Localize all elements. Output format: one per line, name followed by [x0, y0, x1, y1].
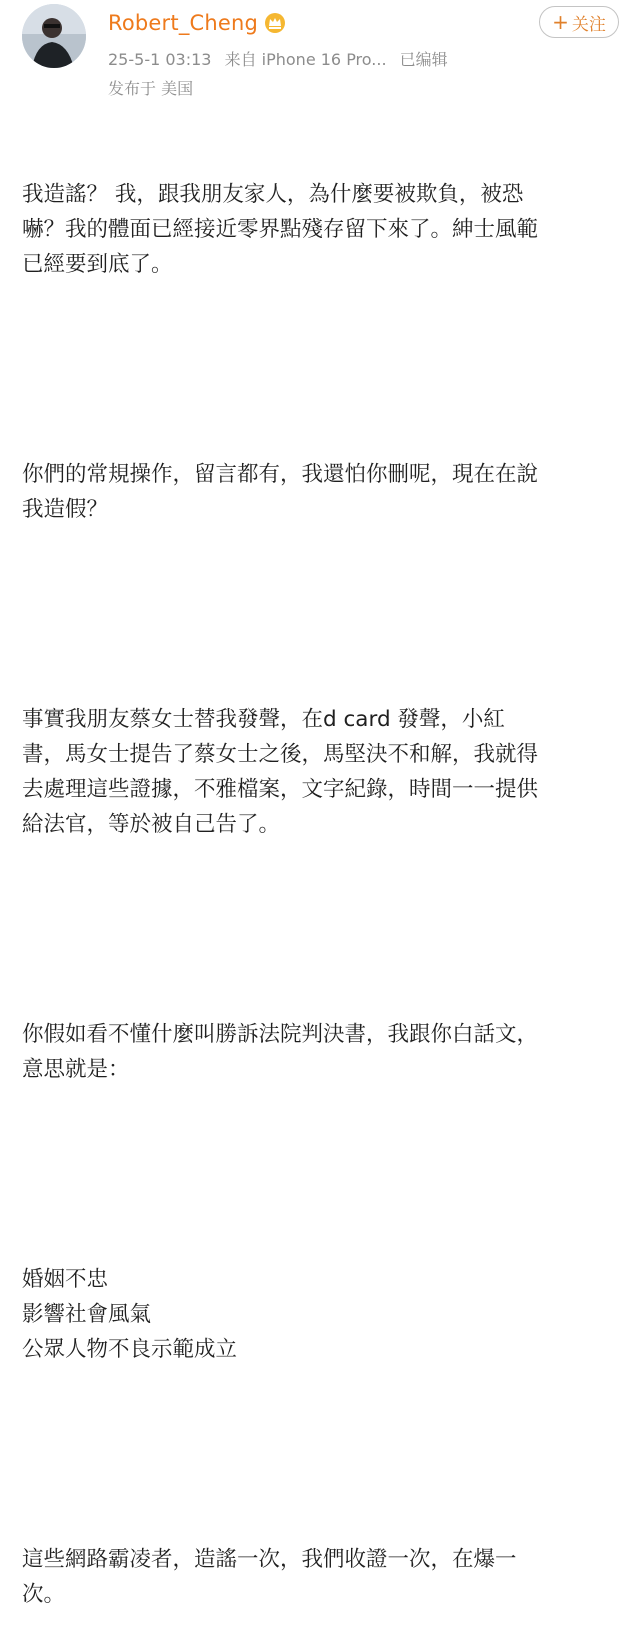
post-paragraph: [22, 632, 622, 912]
plus-icon: +: [552, 10, 569, 34]
text-line: 書，馬女士提告了蔡女士之後，馬堅決不和解，我就得: [22, 742, 539, 767]
text-line: 我造假？: [22, 497, 109, 522]
post-source: 来自 iPhone 16 Pro...: [224, 50, 387, 69]
text-line: 影響社會風氣: [22, 1302, 152, 1327]
text-line: 事實我朋友蔡女士替我發聲，在d card 發聲，小紅: [22, 707, 505, 732]
text-line: 這些網路霸凌者，造謠一次，我們收證一次，在爆一: [22, 1547, 517, 1572]
text-line: 公眾人物不良示範成立: [22, 1337, 238, 1362]
text-line: 婚姻不忠: [22, 1267, 109, 1292]
post-paragraph: [22, 387, 622, 597]
text-line: 給法官，等於被自己告了。: [22, 812, 281, 837]
post-meta: [108, 47, 456, 70]
username[interactable]: Robert_Cheng: [108, 11, 259, 35]
post-body: [22, 107, 622, 1640]
text-line: 你們的常規操作，留言都有，我還怕你刪呢，現在在說: [22, 462, 539, 487]
text-line: 嚇？我的體面已經接近零界點殘存留下來了。紳士風範: [22, 217, 539, 242]
post-edited-label[interactable]: 已编辑: [399, 50, 448, 69]
post-paragraph: [22, 1192, 622, 1437]
follow-button[interactable]: [539, 6, 619, 38]
post-datetime: 25-5-1 03:13: [108, 50, 212, 69]
avatar-photo: [22, 4, 86, 68]
text-line: 次。: [22, 1582, 66, 1607]
text-line: 我造謠？ 我，跟我朋友家人，為什麼要被欺負，被恐: [22, 182, 524, 207]
post-location: 发布于 美国: [108, 79, 194, 98]
post-paragraph: [22, 107, 622, 352]
avatar[interactable]: [22, 4, 86, 68]
text-line: 你假如看不懂什麼叫勝訴法院判決書，我跟你白話文，: [22, 1022, 539, 1047]
post-paragraph: [22, 947, 622, 1157]
post-paragraph: [22, 1472, 622, 1640]
author-row: [108, 8, 286, 38]
crown-icon: [264, 12, 286, 34]
text-line: 去處理這些證據，不雅檔案，文字紀錄，時間一一提供: [22, 777, 539, 802]
text-line: 意思就是：: [22, 1057, 130, 1082]
post-header: [0, 0, 640, 100]
text-line: 已經要到底了。: [22, 252, 173, 277]
follow-label: 关注: [571, 14, 606, 35]
